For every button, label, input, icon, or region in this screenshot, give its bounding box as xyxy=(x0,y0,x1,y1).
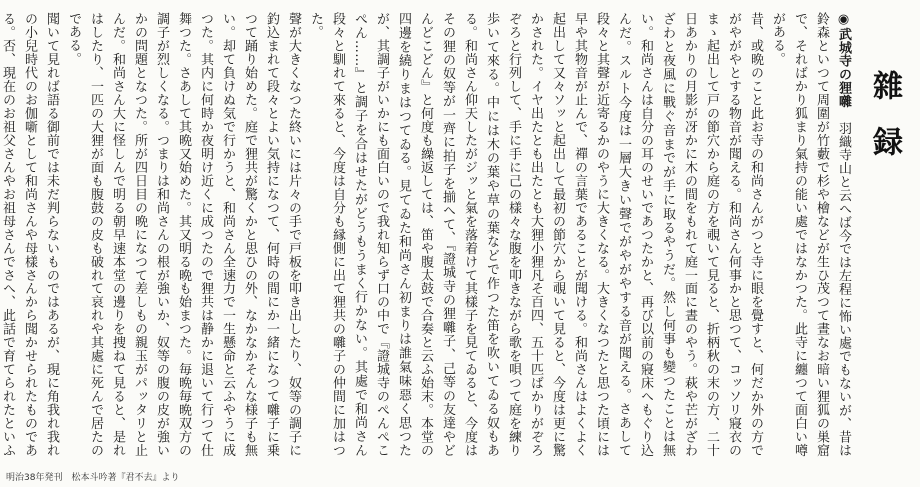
article-body xyxy=(0,12,854,457)
page-title: 雜録 xyxy=(867,70,902,182)
article-paragraph xyxy=(766,12,854,457)
article-paragraph: 聞いて見れば語る御前では未だ判らないものではあるが、現に角我れ我れの小兒時代のお伽噺として和尚さんや母樣さんから聞かせられたものである。否、現在のお祖父さんやお祖母さんでさへ、此話で育てられたといふ xyxy=(0,12,59,457)
article-paragraph: 昔、或晩のこと此お寺の和尚さんがつと寺に眼を覺すと、何だか外の方でがやがやとする物音が聞える。和尚さん何事かと思つて、コッソリ寢衣のまゝ起出して戸の節穴から庭の方を覗いて見ると、折柄秋の末の方、二十日あかりの月影が冴かに木の間をもれて庭一面に晝のやう。萩や芒がざわざわと夜風に戰ぐ音までが手に取るやうだ。然し何事も變つたことは無い。和尚さんは自分の耳のせいであつたかと、再び以前の寢床へもぐり込んだ。スルト今度は一層大きい聲でがやがやする音が聞える。さあして段々と其聲が近寄るかのやうに大きくなる。大きくなつたと思つた頃には早や其物音が止んで、禪の言葉であることが聞ける。和尚さんはよくよく起出して又々ソッと起出して最初の節穴から覗いて見ると、今度は更に驚かされた。イヤ出たとも出たとも大狸小狸凡そ百四、五十匹ばかりがぞろぞろと行列して、手に手に己の樣々な腹を叩きながら歌を唄つて庭を練り歩いて來る。中には木の葉や草の葉などで作つた笛を吹いてゐる奴もある。和尚さん仰天したがジッと氣を落着けて其樣子を見てゐると、今度はその狸の奴等が一齊に拍子を揃へて、『證城寺の狸囃子、己等の友達やどんどこどん』と何度も繰返しては、笛や腹太鼓で合奏と云ふ始末。本堂の四邊を繞りまはつてゐる。見てゐた和尚さん初まりは誰氣味惡く思つたが、其調子がいかにも面白いので我れ知らず口の中で『證城寺のぺんぺこぺん……』と調子を合はせたがどうもうまく行かない。其處で和尚さん段々と馴れて來ると、今度は自分も縁側に出て狸共の囃子の仲間に加はつた。 xyxy=(308,12,763,457)
lead-heading: ◉武城寺の狸囃 xyxy=(836,12,851,108)
source-caption: 明治38年発刊 松本斗吟著『君不去』より xyxy=(6,473,180,483)
article-paragraph: 聲が大きくなつた終いには片々の手で戸板を叩き出したり、奴等の調子に釣込まれて段々とよい気持になつて、何時の間にか一緒になつて囃子に乗つて踊り始めた。庭で狸共が驚くかと思ひの外、なかなかそんな様子も無い。却て負けぬ気で行かうと、和尚さん全速力で一生懸命と云ふやうに成つた。其内に何時か夜明け近くに成つたので狸共は静かに退いて行つて仕舞つた。さあして其晩又始めた。其又明る晩も始まつた。毎晩毎晩双方の調子が烈しくなる。つまりは和尚さんの根が強いか、奴等の腹の皮が強いかの問題となつた。所が四日目の晩になつて差しもの親玉がパッタリと止んだ。和尚さん大に怪しんで明る朝早速本堂の邊りを捜ねて見ると、是れはしたり、一匹の大狸が面も腹鼓の皮も破れて哀れや其處に死んで居たのである。 xyxy=(66,12,301,457)
paragraph-text: 羽織寺山と云へば今では左程に怖い處でもないが、昔は鈴森といつて周圍が竹藪で杉や檜などが生ひ茂つて晝なお暗い狸狐の巣窟で、そればかり狐まり氣持の能い處ではなかつた。此寺に纏つて面白い噂がある。 xyxy=(770,12,851,457)
